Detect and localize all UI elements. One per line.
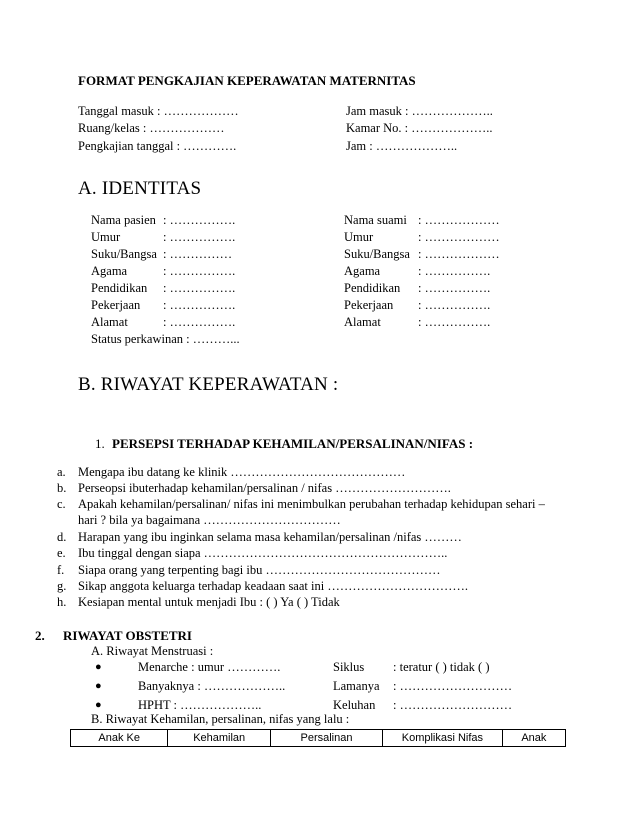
husband-value-suku: : ……………… [418, 247, 500, 261]
hpht: HPHT : ……………….. [138, 698, 262, 712]
patient-label-pekerjaan: Pekerjaan [91, 298, 141, 312]
patient-value-nama: : ……………. [163, 213, 236, 227]
patient-label-alamat: Alamat [91, 315, 128, 329]
patient-value-pekerjaan: : ……………. [163, 298, 236, 312]
husband-label-nama: Nama suami [344, 213, 407, 227]
status-perkawinan: Status perkawinan : ………... [91, 332, 240, 346]
menstruasi-title: A. Riwayat Menstruasi : [91, 644, 214, 658]
table-header-row [71, 730, 566, 747]
ruang-kelas: Ruang/kelas : ……………… [78, 121, 225, 135]
banyaknya: Banyaknya : ……………….. [138, 679, 286, 693]
obstetri-heading: RIWAYAT OBSTETRI [63, 628, 192, 643]
menarche: Menarche : umur …………. [138, 660, 281, 674]
question-letter: b. [57, 481, 67, 495]
table-header-anak: Anak [502, 730, 565, 747]
question-text: Mengapa ibu datang ke klinik …………………………………… [78, 465, 406, 479]
bullet-icon: ● [95, 699, 102, 711]
question-text: Siapa orang yang terpenting bagi ibu …………………………………… [78, 563, 441, 577]
siklus-value: : teratur ( ) tidak ( ) [393, 660, 490, 674]
keluhan-label: Keluhan [333, 698, 376, 712]
jam: Jam : ……………….. [346, 139, 458, 153]
obstetri-number: 2. [35, 628, 45, 643]
husband-label-agama: Agama [344, 264, 381, 278]
tanggal-masuk: Tanggal masuk : ……………… [78, 104, 239, 118]
jam-masuk: Jam masuk : ……………….. [346, 104, 493, 118]
bullet-icon: ● [95, 680, 102, 692]
table-header-kehamilan: Kehamilan [168, 730, 271, 747]
patient-label-umur: Umur [91, 230, 121, 244]
husband-value-alamat: : ……………. [418, 315, 491, 329]
question-text: Apakah kehamilan/persalinan/ nifas ini menimbulkan perubahan terhadap kehidupan sehari – [78, 497, 545, 511]
question-text: Harapan yang ibu inginkan selama masa kehamilan/persalinan /nifas ……… [78, 530, 462, 544]
section-identitas-heading: A. IDENTITAS [78, 178, 202, 199]
question-letter: f. [57, 563, 65, 577]
question-text: Sikap anggota keluarga terhadap keadaan saat ini ……………………………. [78, 579, 468, 593]
patient-value-pendidikan: : ……………. [163, 281, 236, 295]
patient-label-pendidikan: Pendidikan [91, 281, 148, 295]
husband-label-pekerjaan: Pekerjaan [344, 298, 394, 312]
question-text-continued: hari ? bila ya bagaimana …………………………… [78, 513, 341, 527]
patient-label-agama: Agama [91, 264, 128, 278]
lamanya-value: : ……………………… [393, 679, 513, 693]
question-letter: d. [57, 530, 67, 544]
subsection-persepsi-heading: PERSEPSI TERHADAP KEHAMILAN/PERSALINAN/NIFAS : [112, 436, 474, 451]
patient-value-umur: : ……………. [163, 230, 236, 244]
patient-value-suku: : …………… [163, 247, 233, 261]
question-letter: g. [57, 579, 67, 593]
husband-value-pendidikan: : ……………. [418, 281, 491, 295]
bullet-icon: ● [95, 661, 102, 673]
husband-value-nama: : ……………… [418, 213, 500, 227]
question-text: Kesiapan mental untuk menjadi Ibu : ( ) Ya ( ) Tidak [78, 595, 340, 609]
keluhan-value: : ……………………… [393, 698, 513, 712]
question-letter: e. [57, 546, 66, 560]
table-header-persalinan: Persalinan [270, 730, 382, 747]
patient-label-suku: Suku/Bangsa [91, 247, 157, 261]
patient-value-agama: : ……………. [163, 264, 236, 278]
question-letter: c. [57, 497, 66, 511]
page-title: FORMAT PENGKAJIAN KEPERAWATAN MATERNITAS [78, 73, 416, 88]
patient-value-alamat: : ……………. [163, 315, 236, 329]
table-header-anak-ke: Anak Ke [71, 730, 168, 747]
husband-value-umur: : ……………… [418, 230, 500, 244]
kamar-no: Kamar No. : ……………….. [346, 121, 493, 135]
husband-value-agama: : ……………. [418, 264, 491, 278]
husband-label-suku: Suku/Bangsa [344, 247, 410, 261]
husband-label-alamat: Alamat [344, 315, 381, 329]
husband-value-pekerjaan: : ……………. [418, 298, 491, 312]
subsection-number: 1. [95, 436, 105, 451]
question-letter: a. [57, 465, 66, 479]
question-letter: h. [57, 595, 67, 609]
kehamilan-title: B. Riwayat Kehamilan, persalinan, nifas yang lalu : [91, 712, 350, 726]
table-header-komplikasi-nifas: Komplikasi Nifas [383, 730, 503, 747]
question-text: Perseopsi ibuterhadap kehamilan/persalinan / nifas ………………………. [78, 481, 451, 495]
section-riwayat-heading: B. RIWAYAT KEPERAWATAN : [78, 374, 339, 395]
husband-label-umur: Umur [344, 230, 374, 244]
obstetric-history-table [70, 729, 566, 747]
question-text: Ibu tinggal dengan siapa ………………………………………………….. [78, 546, 448, 560]
lamanya-label: Lamanya [333, 679, 380, 693]
siklus-label: Siklus [333, 660, 365, 674]
pengkajian-tanggal: Pengkajian tanggal : …………. [78, 139, 237, 153]
patient-label-nama: Nama pasien [91, 213, 156, 227]
husband-label-pendidikan: Pendidikan [344, 281, 401, 295]
